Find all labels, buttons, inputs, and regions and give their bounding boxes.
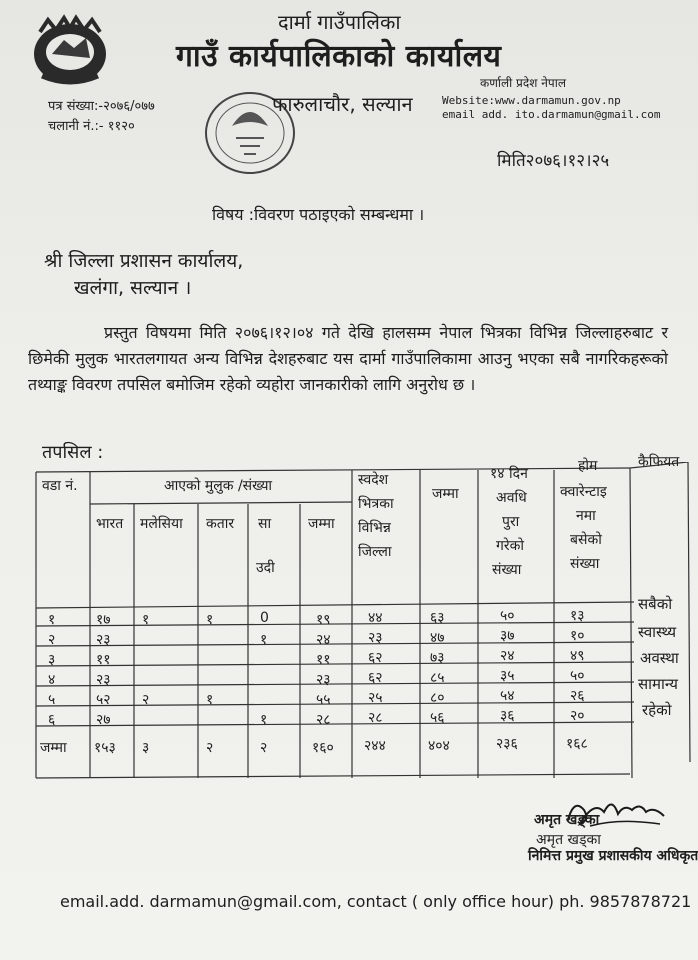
remarks-line: स्वास्थ्य: [638, 623, 677, 641]
table-cell: १७: [96, 612, 111, 628]
table-cell: 0: [260, 610, 269, 626]
table-cell: ३: [142, 740, 150, 756]
dispatch-number: चलानी नं.:- ११२०: [48, 119, 135, 134]
table-cell: २: [48, 632, 56, 648]
table-cell: ३६: [500, 708, 515, 724]
table-cell: ३७: [500, 628, 515, 644]
table-cell: ४९: [570, 648, 585, 664]
table-cell: ४०४: [428, 738, 450, 754]
signatory-name: अमृत खड्का: [534, 812, 600, 828]
recipient-line-2: खलंगा, सल्यान ।: [74, 277, 192, 299]
signatory-name-stamp: अमृत खड्का: [536, 832, 601, 848]
table-cell: २: [142, 692, 150, 708]
details-label: तपसिल :: [42, 442, 104, 463]
table-cell: २५: [368, 690, 383, 706]
table-cell: १: [260, 632, 268, 648]
table-cell: १०: [570, 628, 585, 644]
letter-number: पत्र संख्या:-२०७६/०७७: [48, 99, 155, 114]
footer-contact: email.add. darmamun@gmail.com, contact ( only office hour) ph. 9857878721: [60, 892, 692, 911]
table-cell: ५: [48, 692, 56, 708]
office-location: फारुलाचौर, सल्यान: [272, 92, 413, 116]
province-name: कर्णाली प्रदेश नेपाल: [480, 76, 566, 90]
table-cell: ५४: [500, 688, 515, 704]
header-fourteen-line4: गरेको: [496, 538, 524, 554]
office-title: गाउँ कार्यपालिकाको कार्यालय: [176, 39, 502, 74]
table-cell: १९: [316, 612, 331, 628]
header-saudi-line1: सा: [258, 516, 272, 532]
header-home-line5: संख्या: [570, 556, 600, 572]
header-country-group: आएको मुलुक /संख्या: [164, 478, 273, 494]
remarks-line: अवस्था: [640, 649, 679, 667]
statistics-table: [34, 454, 692, 782]
table-cell: १६८: [566, 736, 588, 752]
total-row-label: जम्मा: [40, 740, 67, 756]
header-india: भारत: [96, 516, 124, 532]
table-cell: ६२: [368, 650, 383, 666]
header-domestic-line4: जिल्ला: [358, 544, 392, 560]
header-fourteen-line3: पुरा: [502, 514, 520, 530]
header-saudi-line2: उदी: [256, 560, 275, 576]
table-cell: १: [142, 612, 150, 628]
letter-date: मिति२०७६।१२।२५: [497, 151, 610, 171]
table-cell: १३: [570, 608, 585, 624]
table-cell: २३: [368, 630, 383, 646]
table-cell: ४४: [368, 610, 383, 626]
header-subtotal: जम्मा: [308, 516, 335, 532]
table-cell: ६२: [368, 670, 383, 686]
table-cell: ६३: [430, 610, 445, 626]
header-fourteen-line5: संख्या: [492, 562, 522, 578]
table-cell: ६: [48, 712, 56, 728]
remarks-line: रहेको: [642, 701, 672, 719]
header-ward: वडा नं.: [42, 478, 78, 494]
table-cell: २३: [96, 632, 111, 648]
header-home-line3: नमा: [576, 508, 596, 524]
table-cell: २०: [570, 708, 585, 724]
table-cell: २४: [500, 648, 515, 664]
recipient-line-1: श्री जिल्ला प्रशासन कार्यालय,: [44, 250, 244, 272]
table-cell: ११: [316, 652, 331, 668]
table-cell: १: [260, 712, 268, 728]
remarks-line: सबैको: [638, 595, 673, 613]
table-cell: २: [206, 740, 214, 756]
table-cell: २८: [368, 710, 383, 726]
table-cell: १: [206, 612, 214, 628]
table-cell: ४७: [430, 630, 445, 646]
table-cell: १: [206, 692, 214, 708]
table-cell: ७३: [430, 650, 445, 666]
table-cell: ८०: [430, 690, 445, 706]
header-fourteen-line1: १४ दिन: [490, 466, 528, 482]
table-cell: ३: [48, 652, 56, 668]
letter-subject: विषय :विवरण पठाइएको सम्बन्धमा ।: [212, 205, 425, 224]
header-home-line2: क्वारेन्टाइ: [560, 484, 607, 500]
remarks-line: सामान्य: [638, 675, 679, 693]
table-cell: ५२: [96, 692, 111, 708]
table-cell: ११: [96, 652, 111, 668]
signatory-title: निमित्त प्रमुख प्रशासकीय अधिकृत: [528, 848, 698, 864]
table-cell: २४: [316, 632, 331, 648]
municipality-name: दार्मा गाउँपालिका: [278, 10, 401, 34]
header-domestic-line3: विभिन्न: [358, 520, 391, 536]
table-cell: २४४: [364, 738, 386, 754]
table-cell: ३५: [500, 668, 515, 684]
table-cell: २७: [96, 712, 111, 728]
table-cell: २३: [96, 672, 111, 688]
header-home-line4: बसेको: [570, 532, 602, 548]
table-cell: २६: [570, 688, 585, 704]
header-qatar: कतार: [206, 516, 235, 532]
table-cell: ५०: [570, 668, 585, 684]
table-cell: १५३: [94, 740, 116, 756]
table-cell: ५०: [500, 608, 515, 624]
letter-body: प्रस्तुत विषयमा मिति २०७६।१२।०४ गते देखि हालसम्म नेपाल भित्रका विभिन्न जिल्लाहरुबाट र छिमेकी मुलुक भारतलगायत अन्य विभिन्न देशहरुबाट यस दार्मा गाउँपालिकामा आउनु भएका सबै नागरिकहरूको तथ्याङ्क विवरण तपसिल बमोजिम रहेको व्यहोरा जानकारीको लागि अनुरोध छ ।: [28, 323, 668, 394]
table-cell: १: [48, 612, 56, 628]
header-fourteen-line2: अवधि: [496, 490, 527, 506]
table-cell: ८५: [430, 670, 445, 686]
header-domestic-line1: स्वदेश: [358, 472, 389, 488]
table-cell: १६०: [312, 740, 334, 756]
table-cell: २८: [316, 712, 331, 728]
email-text: email add. ito.darmamun@gmail.com: [442, 108, 661, 121]
table-cell: २३६: [496, 736, 518, 752]
table-cell: ५६: [430, 710, 445, 726]
nepal-emblem-logo: [30, 14, 110, 86]
table-cell: ४: [48, 672, 56, 688]
table-cell: २: [260, 740, 268, 756]
header-remarks: कैफियत: [638, 454, 680, 470]
table-cell: ५५: [316, 692, 331, 708]
table-cell: २३: [316, 672, 331, 688]
header-domestic-line2: भित्रका: [358, 496, 394, 512]
header-home-line1: होम: [578, 458, 598, 474]
header-total: जम्मा: [432, 486, 459, 502]
header-malaysia: मलेसिया: [140, 516, 183, 532]
website-text: Website:www.darmamun.gov.np: [442, 94, 621, 107]
